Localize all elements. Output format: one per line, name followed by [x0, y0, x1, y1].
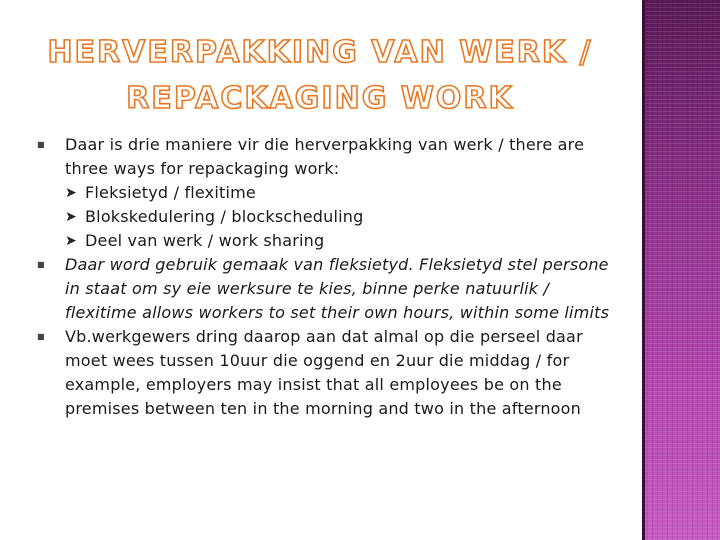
sub-bullet-text: Deel van werk / work sharing [85, 231, 325, 250]
square-bullet-icon: ■ [37, 260, 45, 269]
bullet-item [37, 325, 612, 421]
bullet-item [37, 253, 612, 325]
bullet-item [37, 133, 612, 181]
slide-title [0, 30, 640, 120]
sub-bullet-text: Fleksietyd / flexitime [85, 183, 256, 202]
slide-body [37, 133, 612, 421]
title-line-2: REPACKAGING WORK [126, 81, 514, 116]
bullet-text: Daar word gebruik gemaak van fleksietyd. Fleksietyd stel persone in staat om sy eie werksure te kies, binne perke natuurlik / flexitime allows workers to set their own hours, within some limits [65, 255, 610, 322]
bullet-text: Daar is drie maniere vir die herverpakking van werk / there are three ways for repackaging work: [65, 135, 585, 178]
title-line-1: HERVERPAKKING VAN WERK / [47, 35, 593, 70]
square-bullet-icon: ■ [37, 140, 45, 149]
sub-bullet-item [37, 229, 612, 253]
arrowhead-bullet-icon: ➤ [65, 233, 77, 249]
decorative-sidebar [642, 0, 720, 540]
square-bullet-icon: ■ [37, 332, 45, 341]
bullet-text: Vb.werkgewers dring daarop aan dat almal op die perseel daar moet wees tussen 10uur die oggend en 2uur die middag / for example, employers may insist that all employees be on the premises between ten in the morning and two in the afternoon [65, 327, 583, 418]
sub-bullet-item [37, 205, 612, 229]
sub-bullet-item [37, 181, 612, 205]
arrowhead-bullet-icon: ➤ [65, 185, 77, 201]
arrowhead-bullet-icon: ➤ [65, 209, 77, 225]
sidebar-edge [642, 0, 645, 540]
sub-bullet-text: Blokskedulering / blockscheduling [85, 207, 364, 226]
